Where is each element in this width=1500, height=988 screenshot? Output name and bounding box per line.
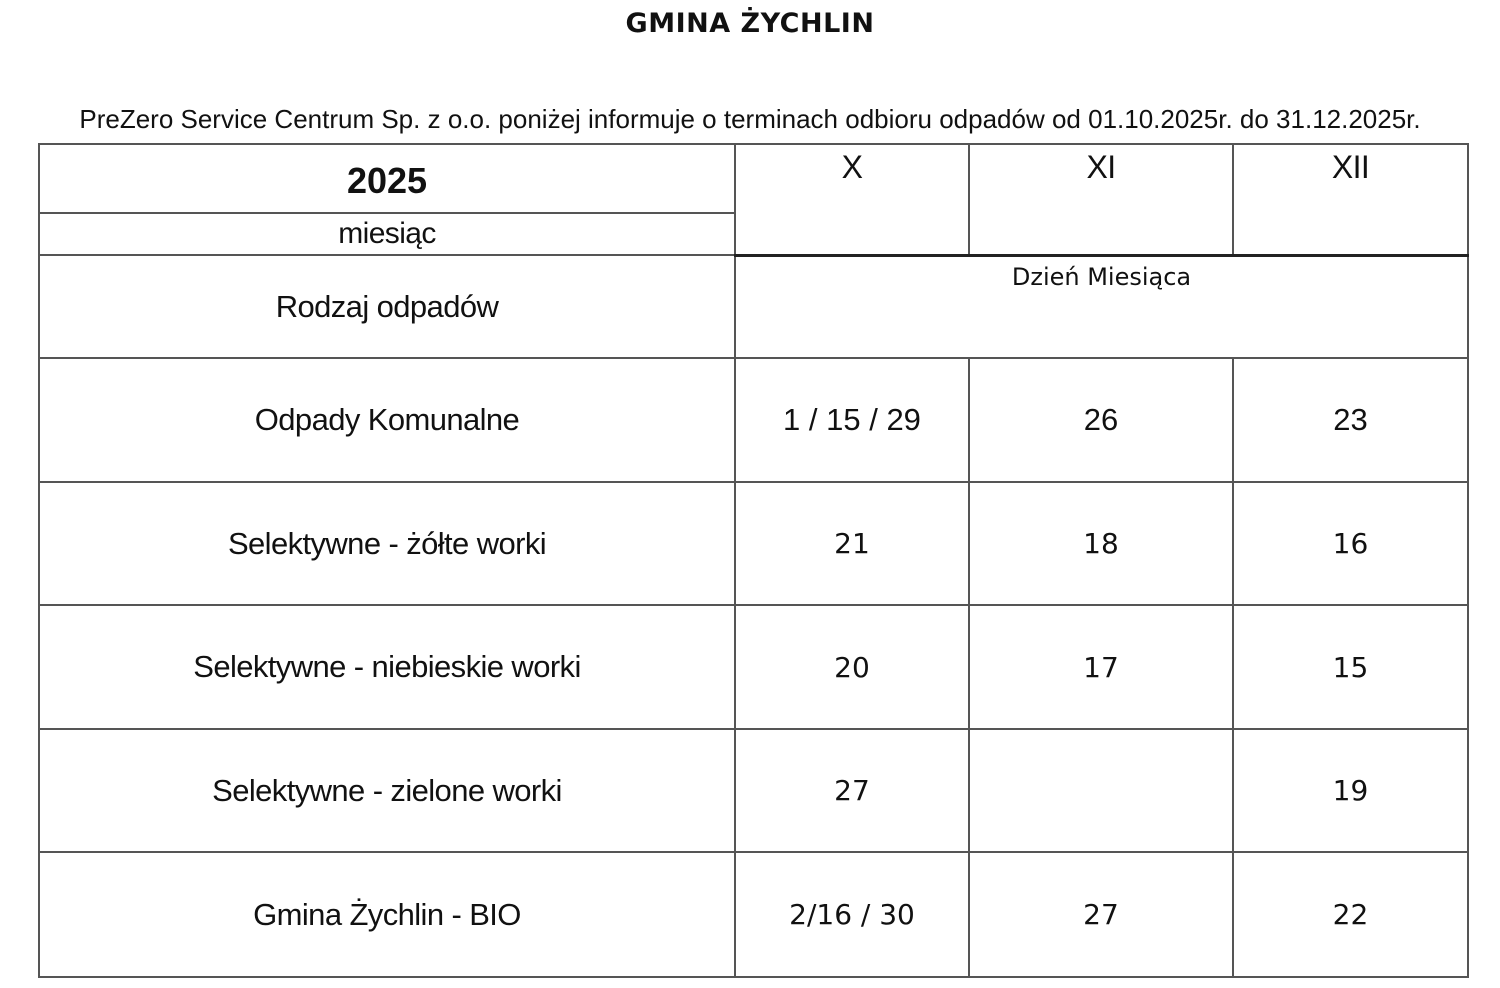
pickup-day-cell: 26 — [969, 358, 1233, 482]
waste-type-cell: Odpady Komunalne — [39, 358, 735, 482]
intro-text: PreZero Service Centrum Sp. z o.o. poniżej informuje o terminach odbioru odpadów od 01.10.2025r. do 31.12.2025r. — [79, 104, 1421, 134]
pickup-day-cell: 17 — [969, 605, 1233, 729]
month-header-xi: XI — [969, 144, 1233, 255]
header-row-waste-type — [39, 255, 1468, 358]
month-label-cell: miesiąc — [39, 213, 735, 255]
header-row-year — [39, 144, 1468, 213]
page-title: GMINA ŻYCHLIN — [625, 8, 875, 39]
day-of-month-header: Dzień Miesiąca — [735, 255, 1468, 358]
waste-type-cell: Selektywne - niebieskie worki — [39, 605, 735, 729]
table-row — [39, 605, 1468, 729]
waste-type-cell: Selektywne - zielone worki — [39, 729, 735, 852]
pickup-day-cell: 2/16 / 30 — [735, 852, 969, 977]
pickup-day-cell: 20 — [735, 605, 969, 729]
waste-type-cell: Gmina Żychlin - BIO — [39, 852, 735, 977]
table-row — [39, 729, 1468, 852]
pickup-day-cell: 27 — [735, 729, 969, 852]
pickup-day-cell — [969, 729, 1233, 852]
table-row — [39, 358, 1468, 482]
waste-type-cell: Selektywne - żółte worki — [39, 482, 735, 605]
pickup-day-cell: 27 — [969, 852, 1233, 977]
table-row — [39, 852, 1468, 977]
pickup-day-cell: 19 — [1233, 729, 1468, 852]
year-cell: 2025 — [39, 144, 735, 213]
pickup-day-cell: 16 — [1233, 482, 1468, 605]
pickup-day-cell: 18 — [969, 482, 1233, 605]
pickup-day-cell: 21 — [735, 482, 969, 605]
schedule-table — [38, 143, 1469, 978]
pickup-day-cell: 23 — [1233, 358, 1468, 482]
pickup-day-cell: 22 — [1233, 852, 1468, 977]
month-header-x: X — [735, 144, 969, 255]
waste-type-header: Rodzaj odpadów — [39, 255, 735, 358]
pickup-day-cell: 1 / 15 / 29 — [735, 358, 969, 482]
table-row — [39, 482, 1468, 605]
pickup-day-cell: 15 — [1233, 605, 1468, 729]
month-header-xii: XII — [1233, 144, 1468, 255]
